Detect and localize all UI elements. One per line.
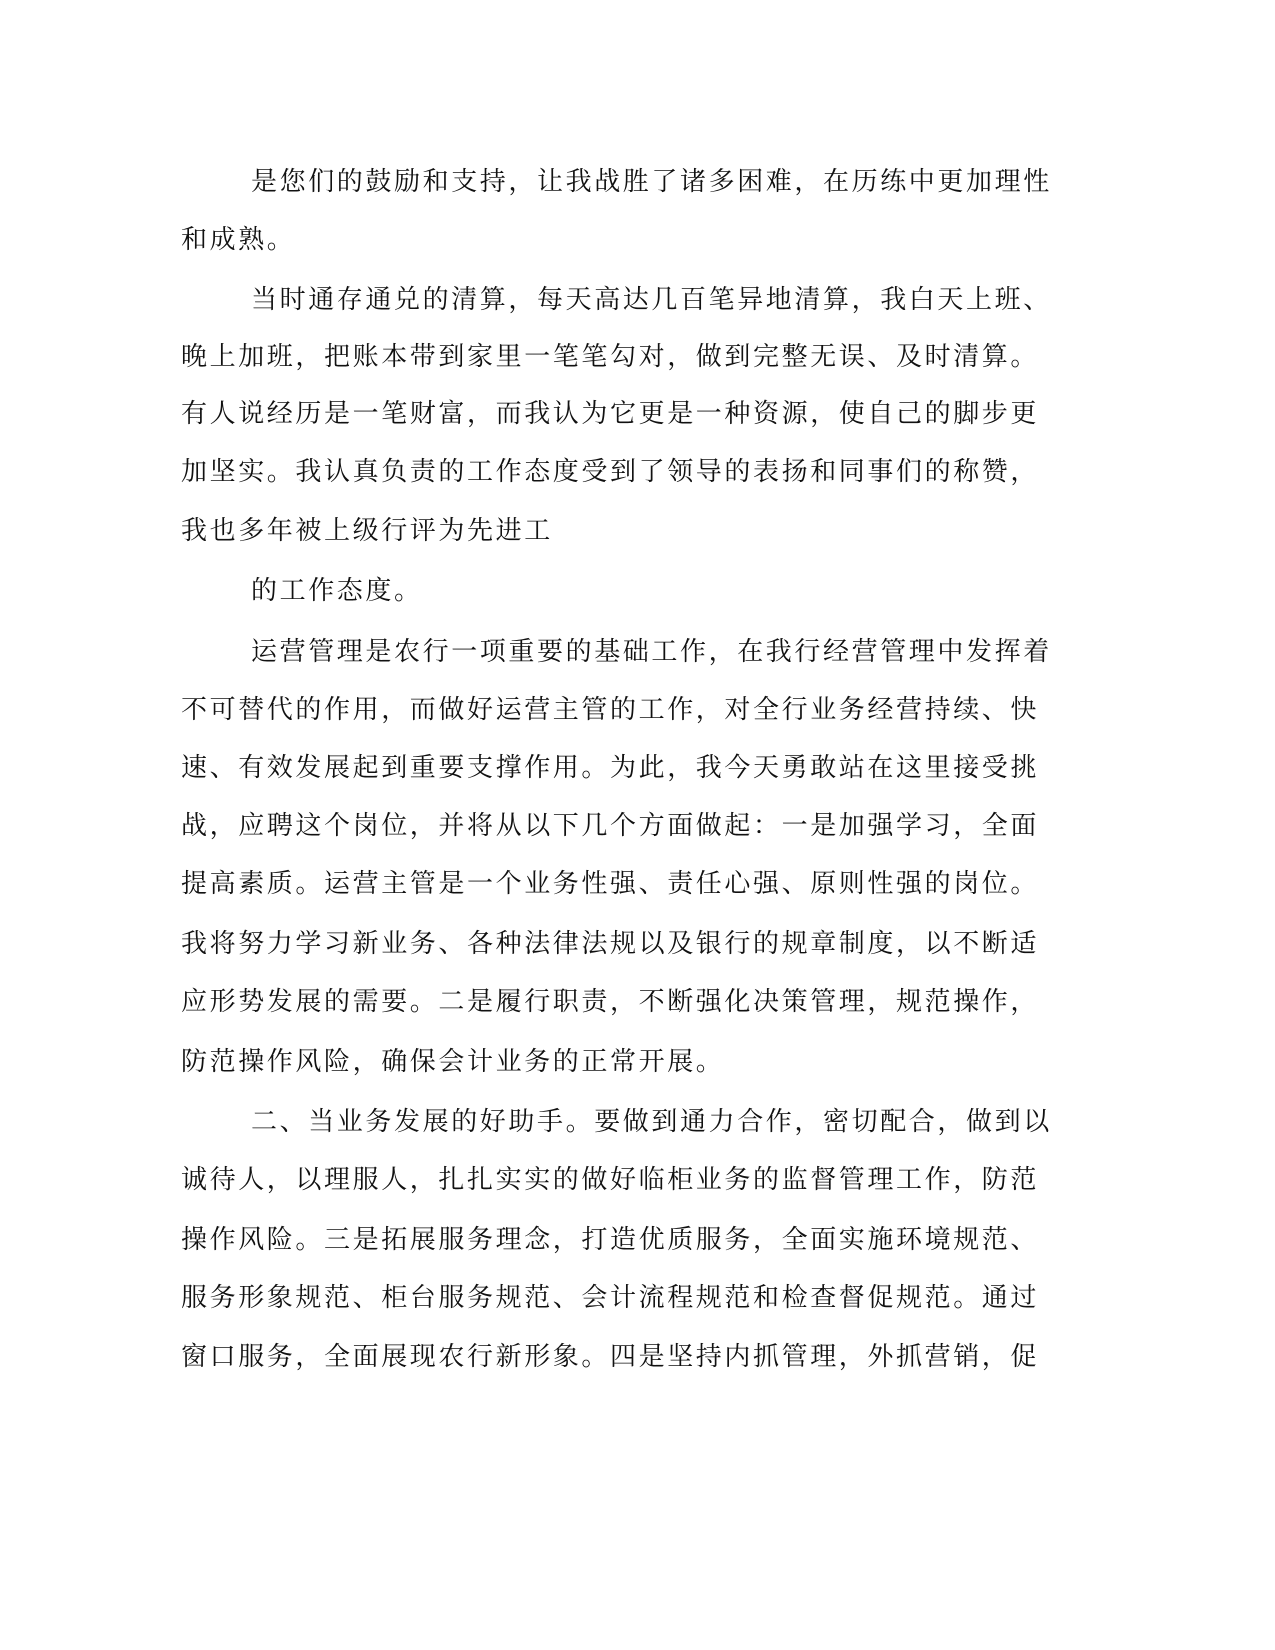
text-line: 我也多年被上级行评为先进工	[181, 516, 553, 546]
text-line: 有人说经历是一笔财富，而我认为它更是一种资源，使自己的脚步更	[181, 399, 1040, 429]
text-line: 加坚实。我认真负责的工作态度受到了领导的表扬和同事们的称赞，	[181, 457, 1040, 487]
text-line: 是您们的鼓励和支持，让我战胜了诸多困难，在历练中更加理性	[251, 167, 1052, 197]
text-line: 二、当业务发展的好助手。要做到通力合作，密切配合，做到以	[251, 1107, 1052, 1137]
text-line: 诚待人，以理服人，扎扎实实的做好临柜业务的监督管理工作，防范	[181, 1165, 1040, 1195]
text-line: 和成熟。	[181, 225, 296, 255]
text-line: 的工作态度。	[251, 576, 423, 606]
text-line: 我将努力学习新业务、各种法律法规以及银行的规章制度，以不断适	[181, 929, 1040, 959]
text-line: 服务形象规范、柜台服务规范、会计流程规范和检查督促规范。通过	[181, 1283, 1040, 1313]
text-line: 当时通存通兑的清算，每天高达几百笔异地清算，我白天上班、	[251, 285, 1052, 315]
text-line: 提高素质。运营主管是一个业务性强、责任心强、原则性强的岗位。	[181, 869, 1040, 899]
text-line: 应形势发展的需要。二是履行职责，不断强化决策管理，规范操作，	[181, 987, 1040, 1017]
text-line: 运营管理是农行一项重要的基础工作，在我行经营管理中发挥着	[251, 637, 1052, 667]
text-line: 操作风险。三是拓展服务理念，打造优质服务，全面实施环境规范、	[181, 1225, 1040, 1255]
text-line: 战，应聘这个岗位，并将从以下几个方面做起：一是加强学习，全面	[181, 811, 1040, 841]
text-line: 不可替代的作用，而做好运营主管的工作，对全行业务经营持续、快	[181, 695, 1040, 725]
text-line: 窗口服务，全面展现农行新形象。四是坚持内抓管理，外抓营销，促	[181, 1342, 1040, 1372]
text-line: 速、有效发展起到重要支撑作用。为此，我今天勇敢站在这里接受挑	[181, 753, 1040, 783]
text-line: 防范操作风险，确保会计业务的正常开展。	[181, 1047, 725, 1077]
text-line: 晚上加班，把账本带到家里一笔笔勾对，做到完整无误、及时清算。	[181, 342, 1040, 372]
